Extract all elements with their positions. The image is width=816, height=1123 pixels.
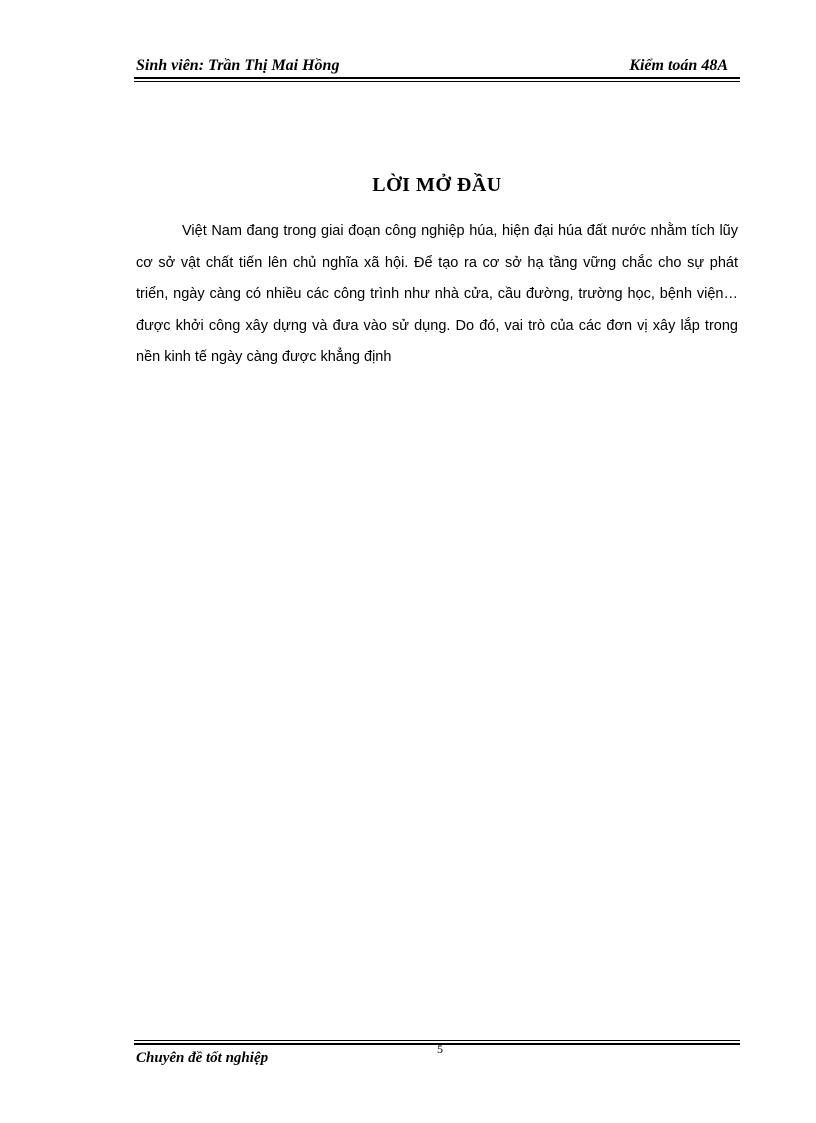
page-title: LỜI MỞ ĐẦU xyxy=(372,174,502,196)
footer-thesis-label: Chuyên đề tốt nghiệp xyxy=(136,1050,269,1066)
footer-rule-thin xyxy=(134,1040,740,1041)
header-rule-thin xyxy=(134,81,740,82)
page-number: 5 xyxy=(437,1042,443,1056)
header-student-name: Sinh viên: Trần Thị Mai Hồng xyxy=(136,57,340,74)
page-header xyxy=(134,57,740,79)
intro-paragraph: Việt Nam đang trong giai đoạn công nghiệp húa, hiện đại húa đất nước nhằm tích lũy cơ sở vật chất tiến lên chủ nghĩa xã hội. Để tạo ra cơ sở hạ tầng vững chắc cho sự phát triển, ngày càng có nhiều các công trình như nhà cửa, cầu đường, trường học, bệnh viện… được khởi công xây dựng và đưa vào sử dụng. Do đó, vai trò của các đơn vị xây lắp trong nền kinh tế ngày càng được khẳng định xyxy=(136,223,738,365)
page-footer xyxy=(134,1040,740,1070)
header-rule-thick xyxy=(134,77,740,79)
header-class: Kiểm toán 48A xyxy=(629,57,728,74)
